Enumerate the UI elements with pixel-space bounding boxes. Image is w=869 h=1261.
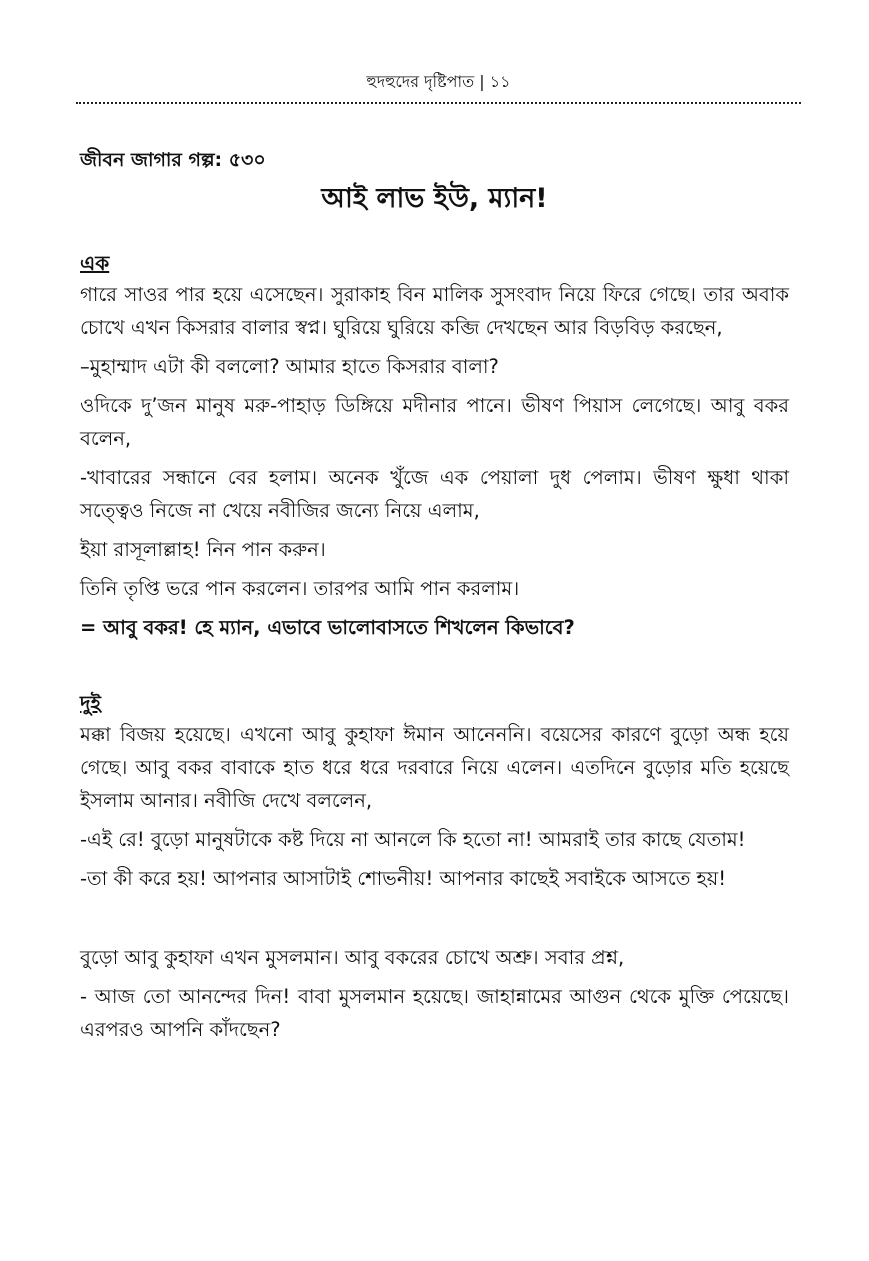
paragraph: = আবু বকর! হে ম্যান, এভাবে ভালোবাসতে শিখলেন কিভাবে? bbox=[80, 616, 575, 639]
section-heading-one: এক bbox=[80, 251, 110, 275]
paragraph: গারে সাওর পার হয়ে এসেছেন। সুরাকাহ বিন মালিক সুসংবাদ নিয়ে ফিরে গেছে। তার অবাক চোখে এখন কিসরার বালার স্বপ্ন। ঘুরিয়ে ঘুরিয়ে কব্জি দেখছেন আর বিড়বিড় করছেন, bbox=[80, 283, 789, 339]
paragraph: ওদিকে দু’জন মানুষ মরু-পাহাড় ডিঙ্গিয়ে মদীনার পানে। ভীষণ পিয়াস লেগেছে। আবু বকর বলেন, bbox=[80, 394, 789, 450]
paragraph: -এই রে! বুড়ো মানুষটাকে কষ্ট দিয়ে না আনলে কি হতো না! আমরাই তার কাছে যেতাম! bbox=[80, 828, 746, 851]
header-dotted-rule bbox=[76, 102, 801, 104]
paragraph: –মুহাম্মাদ এটা কী বললো? আমার হাতে কিসরার বালা? bbox=[80, 355, 499, 378]
paragraph: - আজ তো আনন্দের দিন! বাবা মুসলমান হয়েছে। জাহান্নামের আগুন থেকে মুক্তি পেয়েছে। এরপরও আপনি কাঁদছেন? bbox=[80, 985, 789, 1041]
paragraph: ইয়া রাসূলাল্লাহ! নিন পান করুন। bbox=[80, 538, 326, 561]
paragraph: -খাবারের সন্ধানে বের হলাম। অনেক খুঁজে এক পেয়ালা দুধ পেলাম। ভীষণ ক্ষুধা থাকা সত্ত্বেও নিজে না খেয়ে নবীজির জন্যে নিয়ে এলাম, bbox=[80, 466, 789, 522]
series-label: জীবন জাগার গল্প: ৫৩০ bbox=[80, 149, 266, 171]
paragraph: মক্কা বিজয় হয়েছে। এখনো আবু কুহাফা ঈমান আনেননি। বয়েসের কারণে বুড়ো অন্ধ হয়ে গেছে। আবু বকর বাবাকে হাত ধরে ধরে দরবারে নিয়ে এলেন। এতদিনে বুড়োর মতি হয়েছে ইসলাম আনার। নবীজি দেখে বললেন, bbox=[80, 723, 789, 812]
running-header: হুদহুদের দৃষ্টিপাত | ১১ bbox=[366, 72, 511, 91]
paragraph: -তা কী করে হয়! আপনার আসাটাই শোভনীয়! আপনার কাছেই সবাইকে আসতে হয়! bbox=[80, 867, 727, 890]
chapter-title: আই লাভ ইউ, ম্যান! bbox=[321, 183, 548, 214]
section-heading-two: দুই bbox=[80, 691, 101, 715]
paragraph: বুড়ো আবু কুহাফা এখন মুসলমান। আবু বকরের চোখে অশ্রু। সবার প্রশ্ন, bbox=[80, 946, 625, 969]
paragraph: তিনি তৃপ্তি ভরে পান করলেন। তারপর আমি পান করলাম। bbox=[80, 577, 520, 600]
